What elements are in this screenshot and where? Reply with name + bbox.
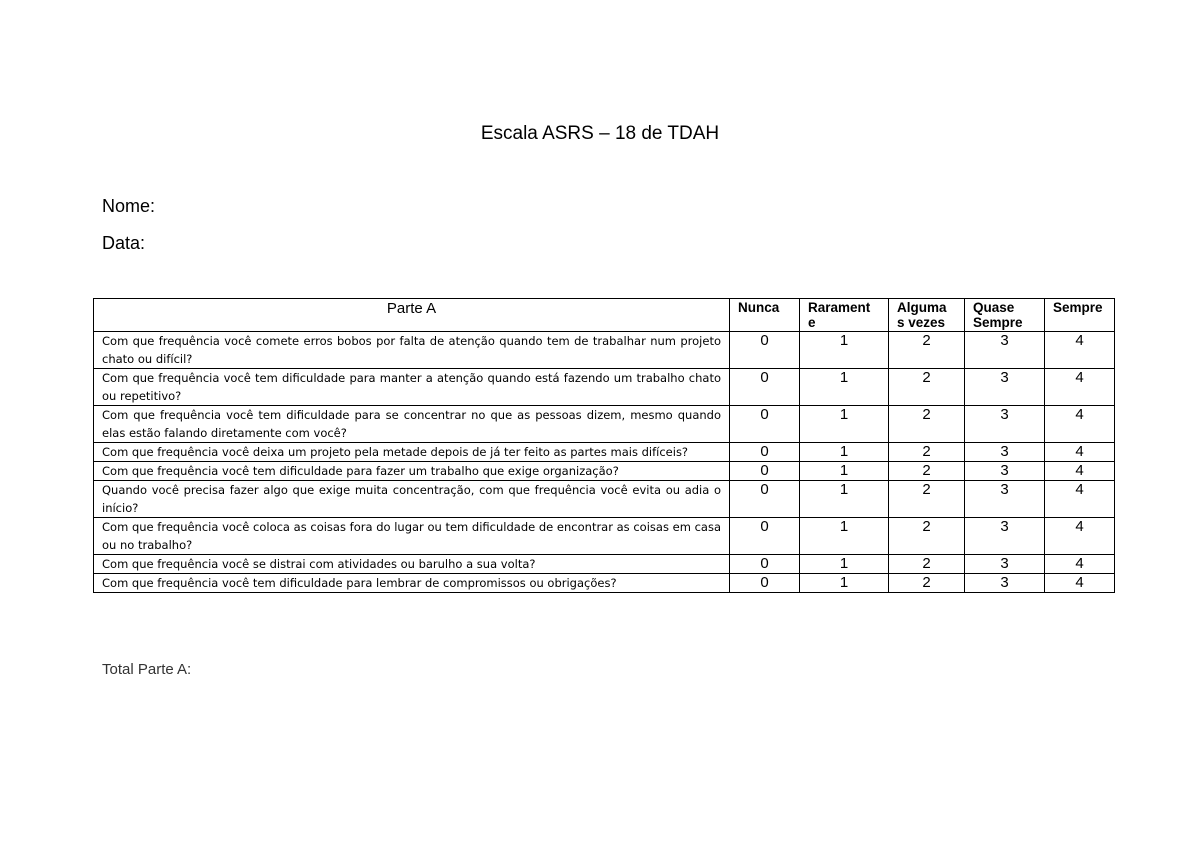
question-text: Com que frequência você deixa um projeto pela metade depois de já ter feito as partes mais difíceis? <box>94 443 730 462</box>
score-cell[interactable]: 0 <box>730 332 800 369</box>
score-cell[interactable]: 4 <box>1045 518 1115 555</box>
score-cell[interactable]: 3 <box>965 518 1045 555</box>
header-parte-a: Parte A <box>94 299 730 332</box>
score-cell[interactable]: 2 <box>889 481 965 518</box>
question-text: Com que frequência você tem dificuldade para se concentrar no que as pessoas dizem, mesmo quando elas estão falando diretamente com você? <box>94 406 730 443</box>
header-quase-sempre: Quase Sempre <box>965 299 1045 332</box>
score-cell[interactable]: 2 <box>889 369 965 406</box>
question-text: Com que frequência você tem dificuldade para fazer um trabalho que exige organização? <box>94 462 730 481</box>
total-parte-a-label: Total Parte A: <box>102 661 192 678</box>
score-cell[interactable]: 4 <box>1045 481 1115 518</box>
score-cell[interactable]: 1 <box>800 332 889 369</box>
score-cell[interactable]: 4 <box>1045 443 1115 462</box>
score-cell[interactable]: 3 <box>965 406 1045 443</box>
score-cell[interactable]: 3 <box>965 369 1045 406</box>
document-title: Escala ASRS – 18 de TDAH <box>480 123 720 144</box>
data-label: Data: <box>102 233 146 253</box>
score-cell[interactable]: 1 <box>800 574 889 593</box>
table-row <box>94 481 1115 518</box>
score-cell[interactable]: 4 <box>1045 369 1115 406</box>
table-row <box>94 555 1115 574</box>
score-cell[interactable]: 0 <box>730 481 800 518</box>
score-cell[interactable]: 2 <box>889 574 965 593</box>
header-algumas-vezes: Alguma s vezes <box>889 299 965 332</box>
score-cell[interactable]: 2 <box>889 332 965 369</box>
table-row <box>94 406 1115 443</box>
table-row <box>94 332 1115 369</box>
score-cell[interactable]: 3 <box>965 574 1045 593</box>
header-sempre: Sempre <box>1045 299 1115 332</box>
table-row <box>94 574 1115 593</box>
score-cell[interactable]: 0 <box>730 369 800 406</box>
score-cell[interactable]: 4 <box>1045 406 1115 443</box>
score-cell[interactable]: 1 <box>800 555 889 574</box>
score-cell[interactable]: 1 <box>800 462 889 481</box>
table-row <box>94 518 1115 555</box>
score-cell[interactable]: 1 <box>800 481 889 518</box>
score-cell[interactable]: 0 <box>730 462 800 481</box>
nome-label: Nome: <box>102 196 156 216</box>
score-cell[interactable]: 0 <box>730 518 800 555</box>
score-cell[interactable]: 1 <box>800 369 889 406</box>
score-cell[interactable]: 2 <box>889 555 965 574</box>
question-text: Com que frequência você tem dificuldade para manter a atenção quando está fazendo um trabalho chato ou repetitivo? <box>94 369 730 406</box>
score-cell[interactable]: 1 <box>800 406 889 443</box>
table-row <box>94 369 1115 406</box>
score-cell[interactable]: 0 <box>730 574 800 593</box>
score-cell[interactable]: 4 <box>1045 555 1115 574</box>
score-cell[interactable]: 3 <box>965 481 1045 518</box>
score-cell[interactable]: 1 <box>800 518 889 555</box>
score-cell[interactable]: 2 <box>889 518 965 555</box>
question-text: Com que frequência você coloca as coisas fora do lugar ou tem dificuldade de encontrar as coisas em casa ou no trabalho? <box>94 518 730 555</box>
question-text: Com que frequência você tem dificuldade para lembrar de compromissos ou obrigações? <box>94 574 730 593</box>
asrs-table <box>93 298 1115 593</box>
question-text: Com que frequência você comete erros bobos por falta de atenção quando tem de trabalhar num projeto chato ou difícil? <box>94 332 730 369</box>
score-cell[interactable]: 3 <box>965 443 1045 462</box>
question-text: Quando você precisa fazer algo que exige muita concentração, com que frequência você evita ou adia o início? <box>94 481 730 518</box>
table-header-row <box>94 299 1115 332</box>
score-cell[interactable]: 1 <box>800 443 889 462</box>
header-nunca: Nunca <box>730 299 800 332</box>
score-cell[interactable]: 4 <box>1045 332 1115 369</box>
score-cell[interactable]: 2 <box>889 443 965 462</box>
question-text: Com que frequência você se distrai com atividades ou barulho a sua volta? <box>94 555 730 574</box>
score-cell[interactable]: 4 <box>1045 462 1115 481</box>
score-cell[interactable]: 4 <box>1045 574 1115 593</box>
score-cell[interactable]: 0 <box>730 555 800 574</box>
score-cell[interactable]: 2 <box>889 462 965 481</box>
score-cell[interactable]: 3 <box>965 332 1045 369</box>
score-cell[interactable]: 0 <box>730 443 800 462</box>
table-row <box>94 462 1115 481</box>
table-row <box>94 443 1115 462</box>
score-cell[interactable]: 3 <box>965 462 1045 481</box>
score-cell[interactable]: 2 <box>889 406 965 443</box>
score-cell[interactable]: 0 <box>730 406 800 443</box>
score-cell[interactable]: 3 <box>965 555 1045 574</box>
header-raramente: Rarament e <box>800 299 889 332</box>
